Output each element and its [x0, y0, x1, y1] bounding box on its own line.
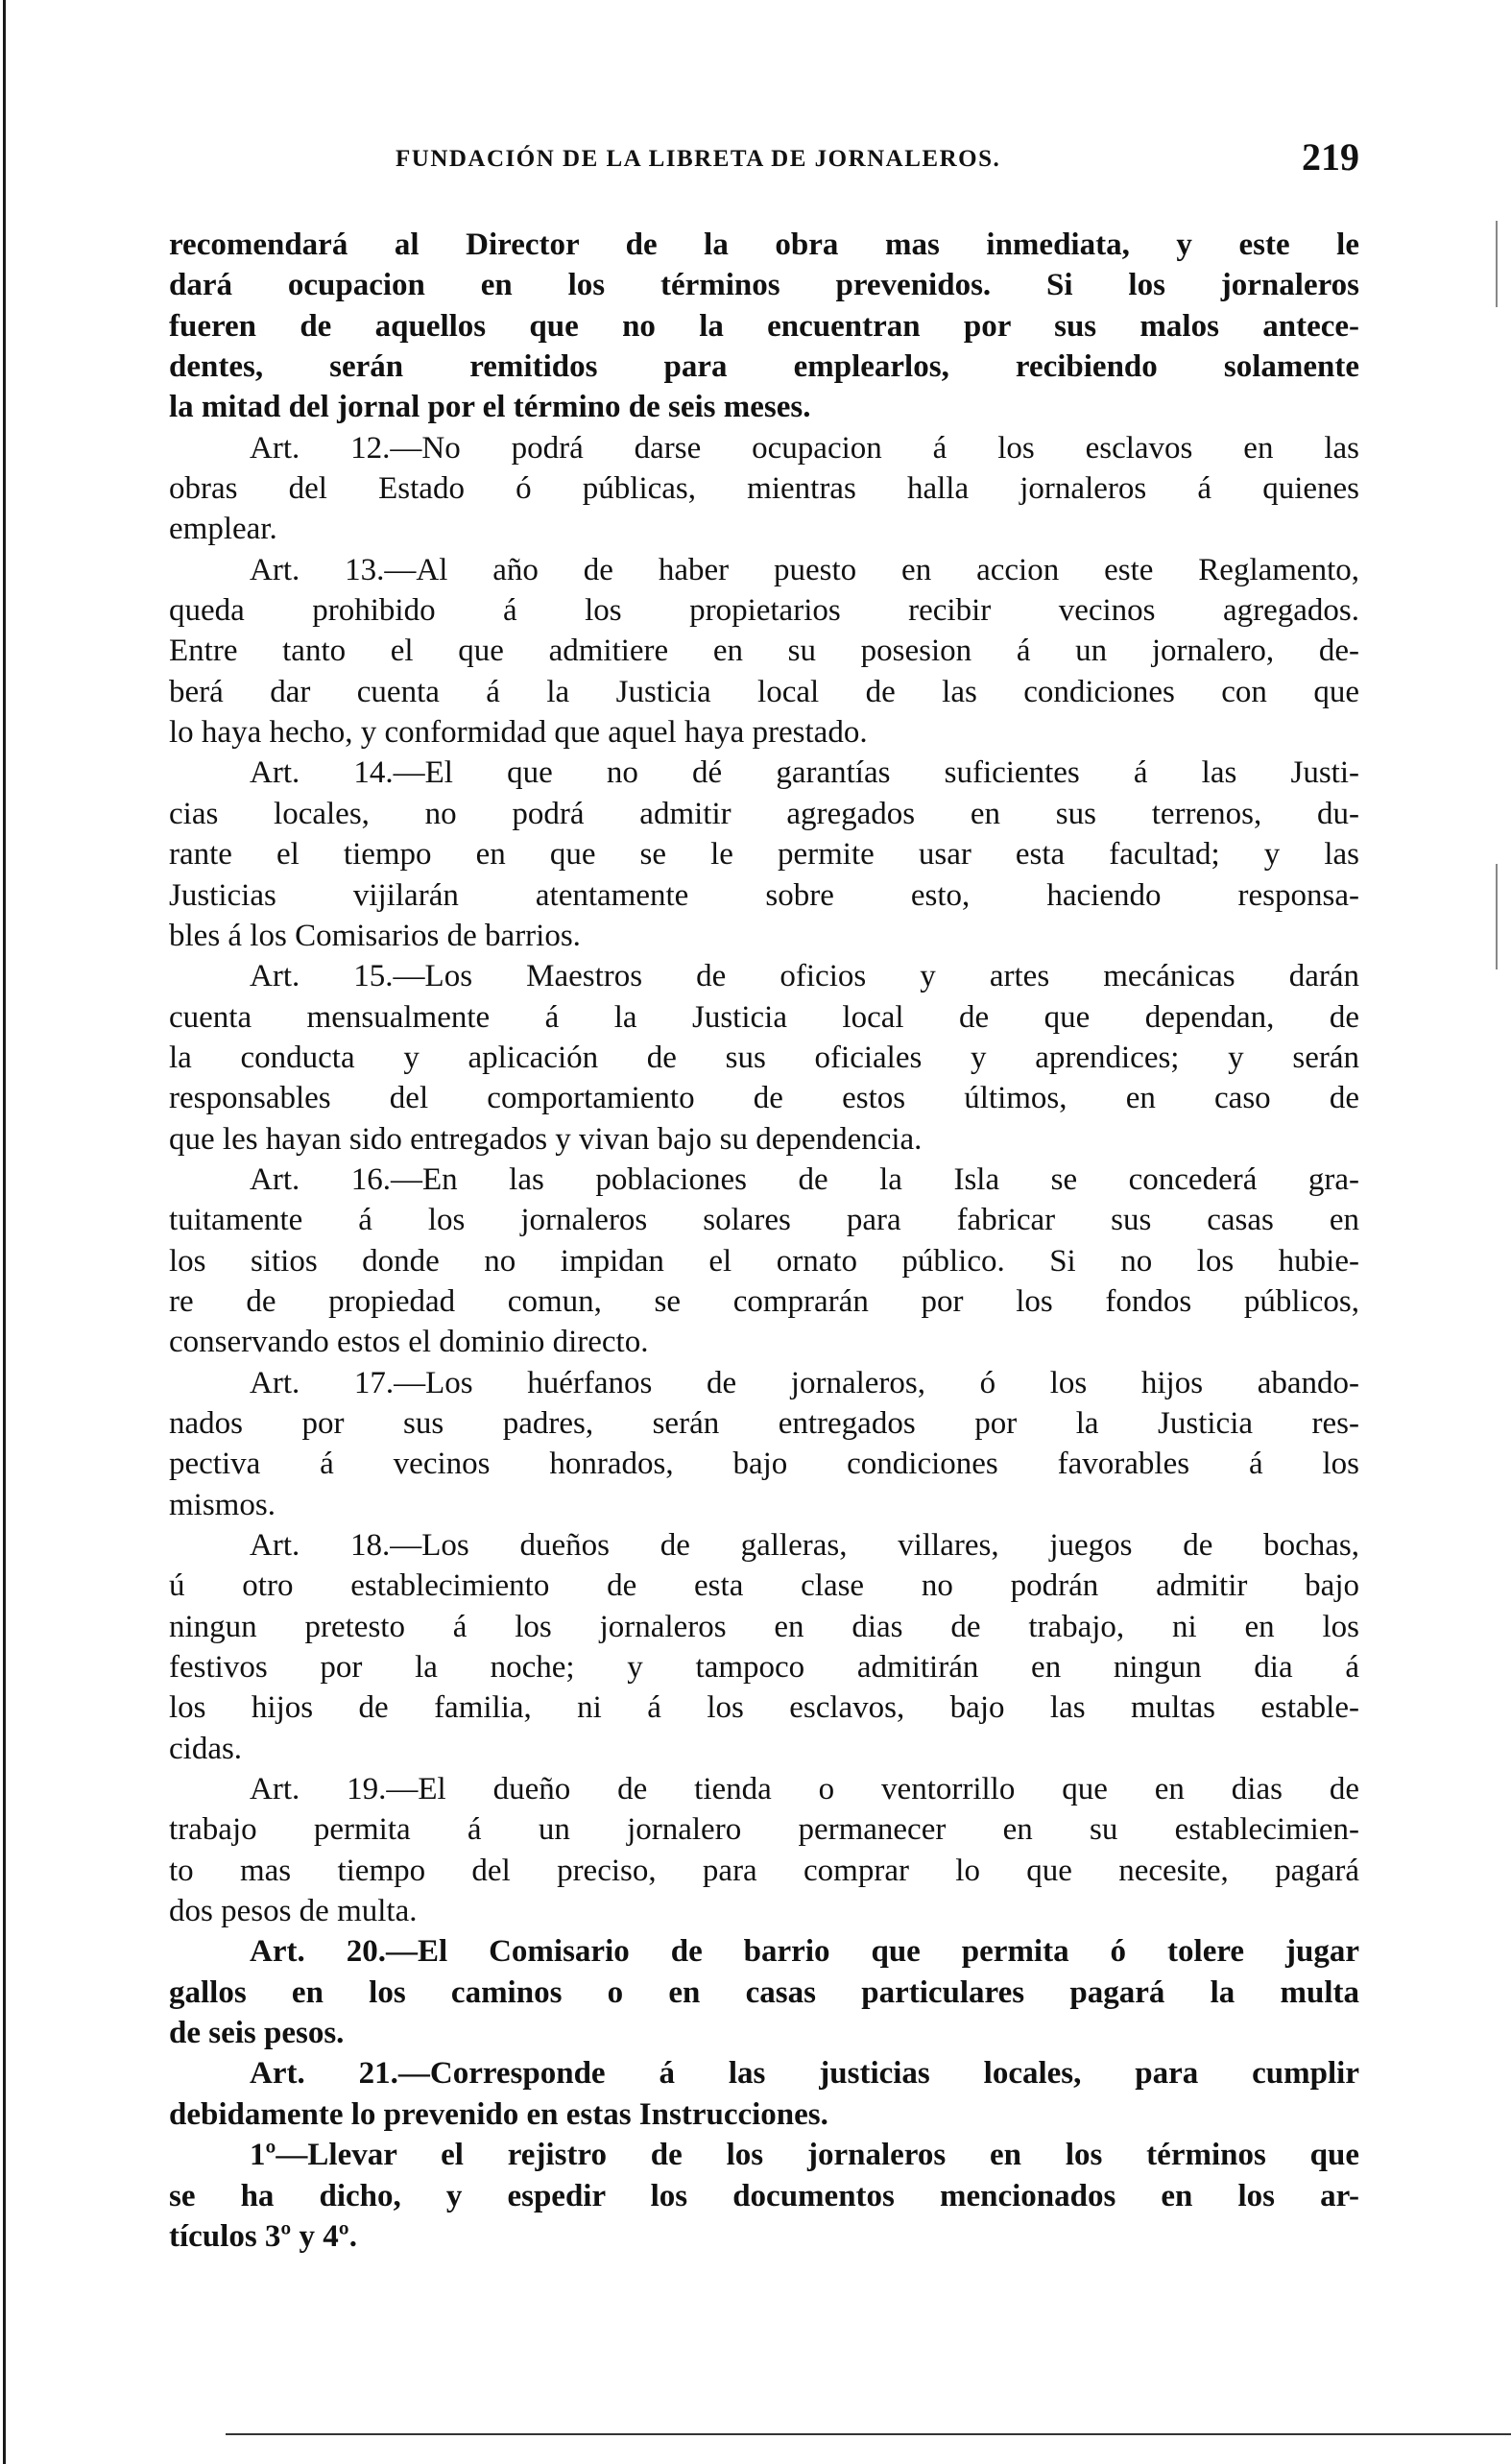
text-line: Art. 20.—El Comisario de barrio que permita ó tolere jugar: [250, 1934, 1359, 1970]
text-line: festivos por la noche; y tampoco admitirán en ningun dia á: [169, 1650, 1359, 1686]
text-line: recomendará al Director de la obra mas inmediata, y este le: [169, 227, 1359, 262]
text-line: se ha dicho, y espedir los documentos mencionados en los ar-: [169, 2178, 1359, 2213]
text-line: pectiva á vecinos honrados, bajo condiciones favorables á los: [169, 1447, 1359, 1482]
text-line: que les hayan sido entregados y vivan bajo su dependencia.: [169, 1121, 923, 1157]
text-line: los sitios donde no impidan el ornato público. Si no los hubie-: [169, 1243, 1359, 1279]
margin-mark: [1496, 864, 1498, 969]
text-line: Entre tanto el que admitiere en su posesion á un jornalero, de-: [169, 634, 1359, 669]
text-line: Art. 14.—El que no dé garantías suficientes á las Justi-: [250, 755, 1359, 791]
text-line: trabajo permita á un jornalero permanecer en su establecimien-: [169, 1812, 1359, 1848]
text-line: de seis pesos.: [169, 2016, 345, 2051]
running-title: FUNDACIÓN DE LA LIBRETA DE JORNALEROS.: [396, 146, 1001, 172]
text-line: ningun pretesto á los jornaleros en dias de trabajo, ni en los: [169, 1609, 1359, 1644]
text-line: la conducta y aplicación de sus oficiales y aprendices; y serán: [169, 1040, 1359, 1075]
text-line: debidamente lo prevenido en estas Instrucciones.: [169, 2096, 828, 2132]
text-line: obras del Estado ó públicas, mientras halla jornaleros á quienes: [169, 471, 1359, 507]
text-line: lo haya hecho, y conformidad que aquel haya prestado.: [169, 715, 868, 751]
text-line: Art. 21.—Corresponde á las justicias locales, para cumplir: [250, 2056, 1359, 2092]
text-line: to mas tiempo del preciso, para comprar lo que necesite, pagará: [169, 1853, 1359, 1888]
text-line: bles á los Comisarios de barrios.: [169, 918, 581, 953]
text-line: berá dar cuenta á la Justicia local de las condiciones con que: [169, 674, 1359, 709]
text-line: tículos 3º y 4º.: [169, 2218, 357, 2254]
text-line: Art. 13.—Al año de haber puesto en accion este Reglamento,: [250, 552, 1359, 587]
text-line: tuitamente á los jornaleros solares para fabricar sus casas en: [169, 1203, 1359, 1238]
text-line: Art. 17.—Los huérfanos de jornaleros, ó los hijos abando-: [250, 1365, 1359, 1400]
page-left-edge: [3, 0, 6, 2464]
text-line: cuenta mensualmente á la Justicia local de que dependan, de: [169, 999, 1359, 1035]
text-line: la mitad del jornal por el término de seis meses.: [169, 390, 811, 425]
page-bottom-edge: [226, 2433, 1511, 2435]
text-line: queda prohibido á los propietarios recibir vecinos agregados.: [169, 593, 1359, 629]
text-line: cidas.: [169, 1731, 243, 1766]
text-line: ú otro establecimiento de esta clase no podrán admitir bajo: [169, 1568, 1359, 1604]
text-line: los hijos de familia, ni á los esclavos, bajo las multas estable-: [169, 1690, 1359, 1726]
page-number: 219: [1302, 135, 1359, 179]
page-header: [169, 134, 1359, 180]
text-line: nados por sus padres, serán entregados por la Justicia res-: [169, 1405, 1359, 1441]
text-line: dará ocupacion en los términos prevenidos. Si los jornaleros: [169, 268, 1359, 303]
text-line: Art. 12.—No podrá darse ocupacion á los esclavos en las: [250, 430, 1359, 466]
text-line: 1º—Llevar el rejistro de los jornaleros en los términos que: [250, 2138, 1359, 2173]
text-line: mismos.: [169, 1487, 276, 1522]
text-line: Art. 16.—En las poblaciones de la Isla se concederá gra-: [250, 1161, 1359, 1197]
text-line: gallos en los caminos o en casas particulares pagará la multa: [169, 1974, 1359, 2010]
text-line: responsables del comportamiento de estos últimos, en caso de: [169, 1081, 1359, 1116]
text-line: dentes, serán remitidos para emplearlos, recibiendo solamente: [169, 349, 1359, 385]
text-line: cias locales, no podrá admitir agregados en sus terrenos, du-: [169, 796, 1359, 831]
text-line: emplear.: [169, 512, 277, 547]
text-line: re de propiedad comun, se comprarán por los fondos públicos,: [169, 1283, 1359, 1319]
text-line: Art. 18.—Los dueños de galleras, villares, juegos de bochas,: [250, 1528, 1359, 1563]
body-text: [169, 225, 1359, 2257]
text-line: dos pesos de multa.: [169, 1894, 418, 1929]
text-line: fueren de aquellos que no la encuentran por sus malos antece-: [169, 308, 1359, 344]
text-line: conservando estos el dominio directo.: [169, 1325, 649, 1360]
text-line: Justicias vijilarán atentamente sobre esto, haciendo responsa-: [169, 877, 1359, 913]
text-line: Art. 19.—El dueño de tienda o ventorrillo que en dias de: [250, 1772, 1359, 1807]
margin-mark: [1496, 221, 1498, 307]
text-line: Art. 15.—Los Maestros de oficios y artes mecánicas darán: [250, 959, 1359, 994]
text-line: rante el tiempo en que se le permite usar esta facultad; y las: [169, 837, 1359, 873]
